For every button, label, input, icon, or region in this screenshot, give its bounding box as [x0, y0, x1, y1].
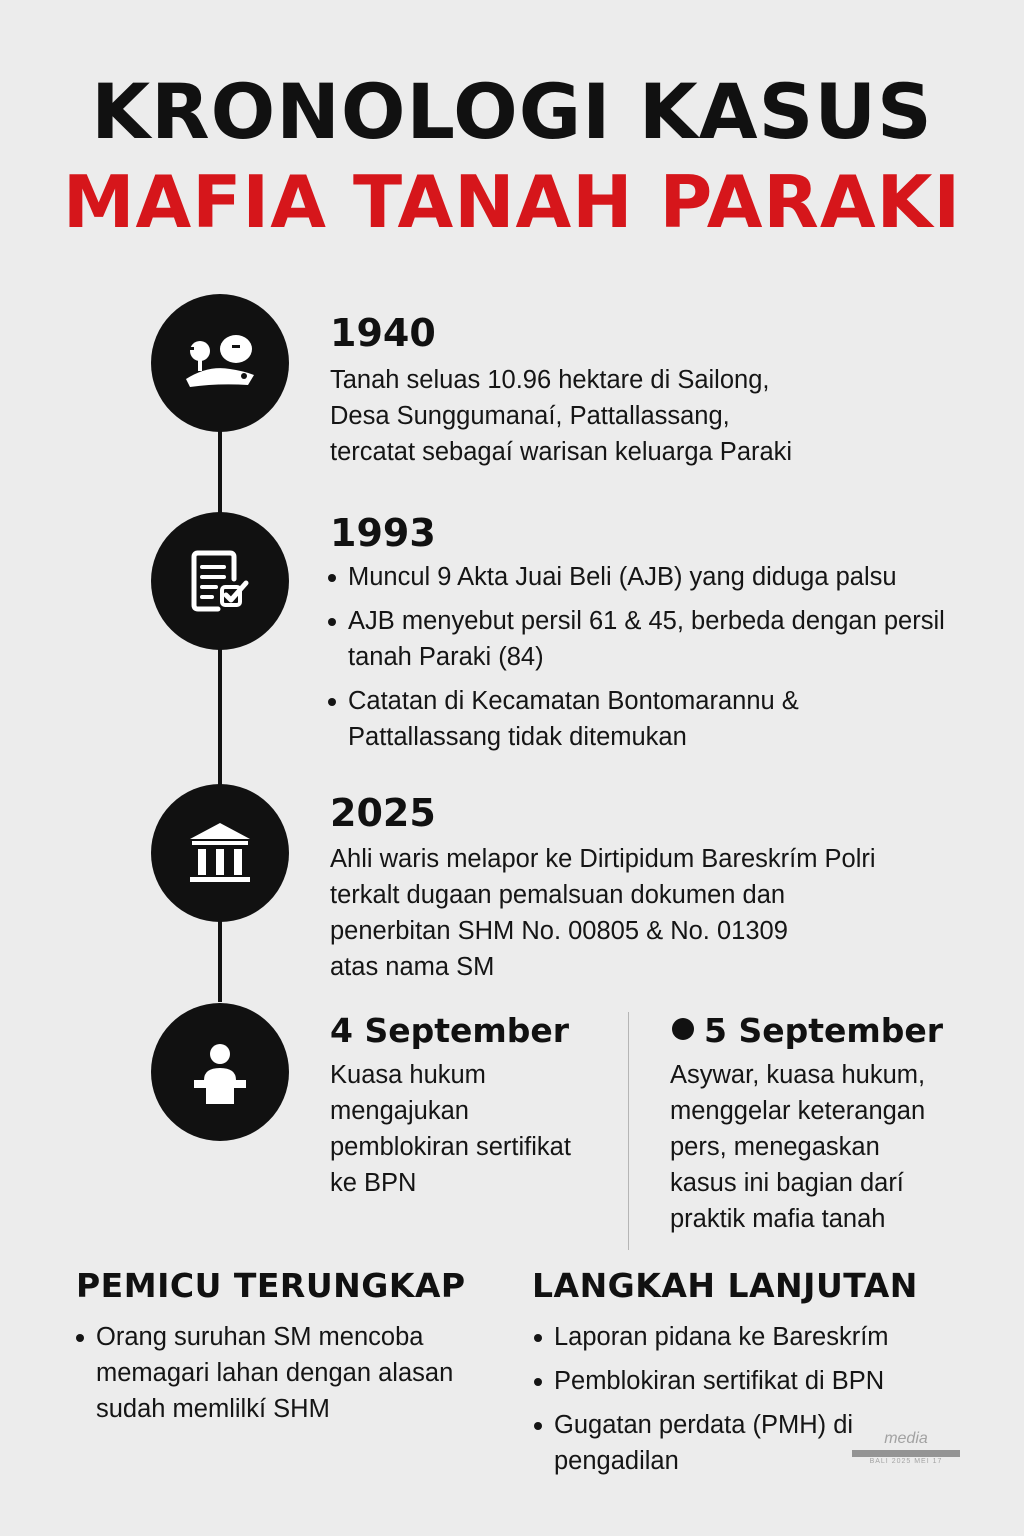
date-5-september: 5 September — [704, 1011, 944, 1050]
timeline-marker-september — [151, 1003, 289, 1141]
description-line: penerbitan SHM No. 00805 & No. 01309 — [330, 917, 788, 945]
year-1993: 1993 — [330, 511, 436, 555]
year-1940: 1940 — [330, 311, 436, 355]
list-item: Pemblokiran sertifikat di BPN — [534, 1363, 954, 1399]
land-trees-icon — [178, 321, 262, 405]
bullet-list-1993 — [328, 559, 978, 763]
description-line: Ahli waris melapor ke Dirtipidum Bareskrím Polri — [330, 845, 876, 873]
description-line: atas nama SM — [330, 953, 495, 981]
description-line: menggelar keterangan — [670, 1097, 926, 1125]
timeline-marker-1993 — [151, 512, 289, 650]
watermark-text: media — [884, 1430, 928, 1447]
description-line: praktik mafia tanah — [670, 1205, 886, 1233]
description-line: pemblokiran sertifikat — [330, 1133, 571, 1161]
description-line: ke BPN — [330, 1169, 417, 1197]
date-5-september-heading — [672, 1010, 943, 1052]
description-line: pers, menegaskan — [670, 1133, 880, 1161]
speaker-podium-icon — [178, 1030, 262, 1114]
description-1940 — [330, 362, 792, 470]
pemicu-heading: PEMICU TERUNGKAP — [76, 1266, 466, 1305]
description-line: tercatat sebagaí warisan keluarga Paraki — [330, 438, 793, 466]
list-item: Gugatan perdata (PMH) di pengadilan — [534, 1407, 874, 1479]
description-2025 — [330, 841, 876, 985]
watermark-bar — [852, 1450, 960, 1457]
document-check-icon — [178, 539, 262, 623]
courthouse-icon — [178, 811, 262, 895]
watermark-logo — [846, 1430, 966, 1466]
date-4-september: 4 September — [330, 1011, 570, 1050]
langkah-heading: LANGKAH LANJUTAN — [532, 1266, 918, 1305]
watermark-subtext: BALI 2025 MEI 17 — [869, 1458, 943, 1465]
description-line: terkalt dugaan pemalsuan dokumen dan — [330, 881, 786, 909]
page-title: KRONOLOGI KASUS — [91, 67, 933, 156]
description-line: kasus ini bagian darí — [670, 1169, 904, 1197]
year-2025: 2025 — [330, 791, 436, 835]
list-item: Catatan di Kecamatan Bontomarannu & Pattallassang tidak ditemukan — [328, 683, 858, 755]
list-item: Orang suruhan SM mencoba memagari lahan dengan alasan sudah memlilkí SHM — [76, 1319, 486, 1427]
list-item: AJB menyebut persil 61 & 45, berbeda dengan persil tanah Paraki (84) — [328, 603, 948, 675]
column-divider — [628, 1012, 629, 1250]
list-item: Laporan pidana ke Bareskrím — [534, 1319, 954, 1355]
description-line: Kuasa hukum — [330, 1061, 486, 1089]
page-subtitle: MAFIA TANAH PARAKI — [62, 160, 962, 244]
description-line: Tanah seluas 10.96 hektare di Sailong, — [330, 366, 770, 394]
timeline-marker-1940 — [151, 294, 289, 432]
description-line: mengajukan — [330, 1097, 469, 1125]
list-item: Muncul 9 Akta Juai Beli (AJB) yang diduga palsu — [328, 559, 978, 595]
description-line: Asywar, kuasa hukum, — [670, 1061, 926, 1089]
description-5-september — [670, 1057, 925, 1237]
description-4-september — [330, 1057, 571, 1201]
timeline-marker-2025 — [151, 784, 289, 922]
bullet-dot-icon — [672, 1018, 694, 1040]
pemicu-list — [76, 1319, 486, 1435]
description-line: Desa Sunggumanaí, Pattallassang, — [330, 402, 730, 430]
